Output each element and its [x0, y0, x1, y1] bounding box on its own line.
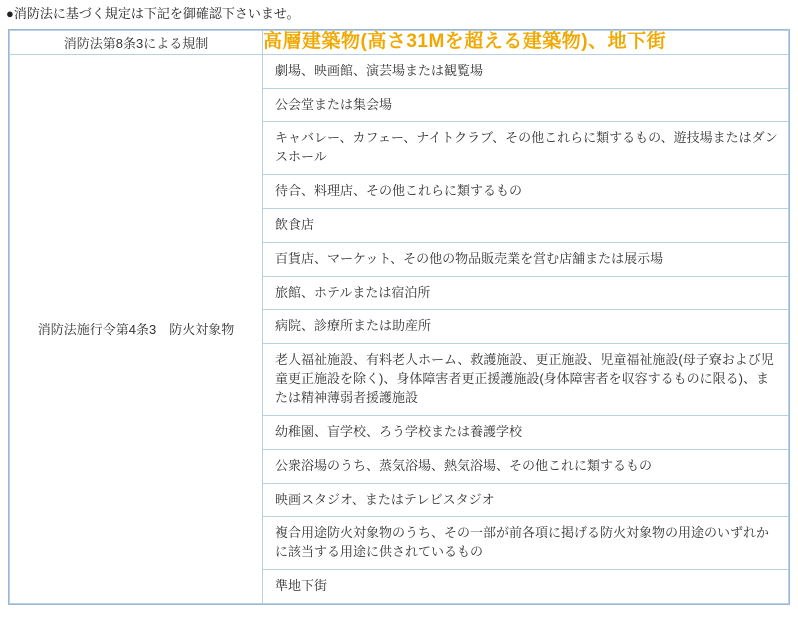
list-item: 待合、料理店、その他これらに類するもの [263, 175, 788, 209]
table-row [263, 483, 788, 517]
list-item: 複合用途防火対象物のうち、その一部が前各項に掲げる防火対象物の用途のいずれかに該当する用途に供されているもの [263, 517, 788, 570]
list-item: 公会堂または集会場 [263, 88, 788, 122]
list-item: 旅館、ホテルまたは宿泊所 [263, 276, 788, 310]
list-item: 老人福祉施設、有料老人ホーム、救護施設、更正施設、児童福祉施設(母子寮および児童更正施設を除く)、身体障害者更正援護施設(身体障害者を収容するものに限る)、または精神薄弱者援護施設 [263, 344, 788, 416]
table-row [263, 517, 788, 570]
bottom-spacer [0, 605, 798, 611]
fire-prevention-list-cell [263, 54, 789, 603]
table-row [263, 310, 788, 344]
list-item: 病院、診療所または助産所 [263, 310, 788, 344]
list-item: 公衆浴場のうち、蒸気浴場、熱気浴場、その他これに類するもの [263, 449, 788, 483]
table-row [263, 415, 788, 449]
table-row-high-rise [10, 30, 789, 54]
intro-text: ●消防法に基づく規定は下記を御確認下さいませ。 [6, 6, 300, 21]
list-item: 映画スタジオ、またはテレビスタジオ [263, 483, 788, 517]
high-rise-title: 高層建築物(高さ31Mを超える建築物)、地下街 [263, 30, 667, 52]
row-label-article8: 消防法第8条3による規制 [10, 30, 263, 54]
table-row [263, 276, 788, 310]
regulation-table [9, 30, 789, 604]
table-row [263, 175, 788, 209]
table-row [263, 344, 788, 416]
row-value-cell-high-rise [263, 30, 789, 54]
fire-prevention-list [263, 55, 788, 603]
table-row [263, 242, 788, 276]
table-row [263, 449, 788, 483]
regulation-table-wrapper [8, 29, 790, 605]
table-row [263, 122, 788, 175]
list-item: キャバレー、カフェー、ナイトクラブ、その他これらに類するもの、遊技場またはダンスホール [263, 122, 788, 175]
table-row-fire-prevention-targets [10, 54, 789, 603]
list-item: 準地下街 [263, 570, 788, 603]
table-row [263, 570, 788, 603]
table-row [263, 88, 788, 122]
list-item: 幼稚園、盲学校、ろう学校または養護学校 [263, 415, 788, 449]
list-item: 百貨店、マーケット、その他の物品販売業を営む店舗または展示場 [263, 242, 788, 276]
row-label-article4-3: 消防法施行令第4条3 防火対象物 [10, 54, 263, 603]
list-item: 飲食店 [263, 208, 788, 242]
list-item: 劇場、映画館、演芸場または観覧場 [263, 55, 788, 88]
table-row [263, 55, 788, 88]
table-row [263, 208, 788, 242]
